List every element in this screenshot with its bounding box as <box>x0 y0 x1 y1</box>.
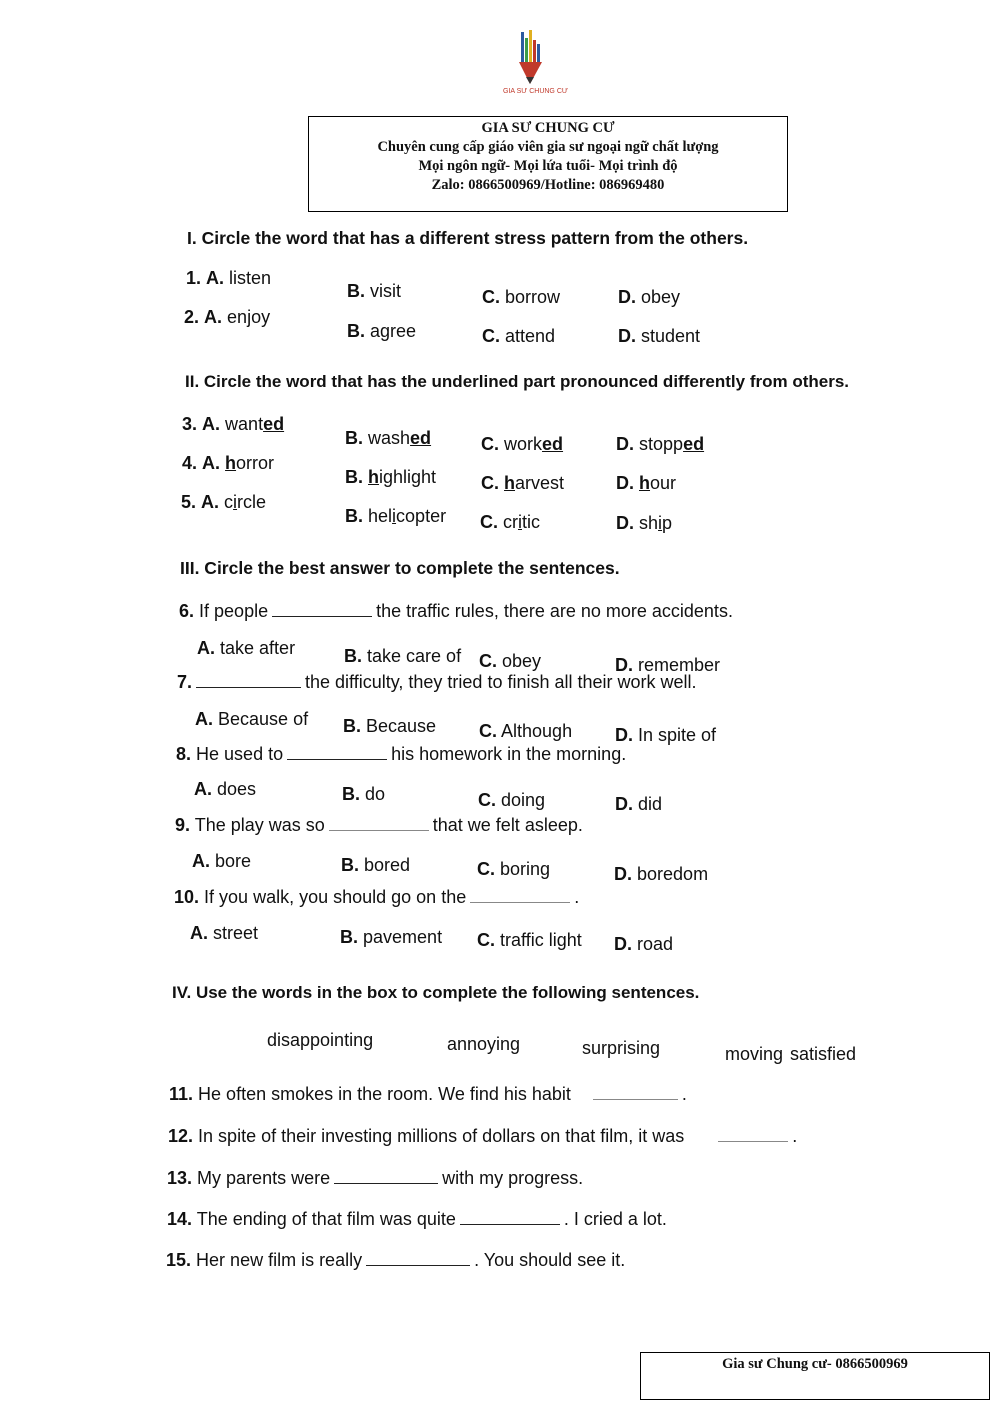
header-subtagline: Mọi ngôn ngữ- Mọi lứa tuổi- Mọi trình độ <box>418 158 678 174</box>
q6-option-b[interactable]: B. take care of <box>344 646 462 666</box>
q10-option-d[interactable]: D. road <box>614 934 674 954</box>
q4-option-d[interactable]: D. hour <box>616 473 677 493</box>
word-box-item: moving <box>725 1044 784 1064</box>
q10-blank[interactable] <box>470 901 570 903</box>
q2-option-d[interactable]: D. student <box>618 326 701 346</box>
q9-blank[interactable] <box>329 829 429 831</box>
q3-option-c[interactable]: C. worked <box>481 434 564 454</box>
q2-option-b[interactable]: B. agree <box>347 321 417 341</box>
q6-stem: 6. If people the traffic rules, there are no more accidents. <box>179 601 733 621</box>
q5-option-a[interactable]: 5. A. circle <box>181 492 267 512</box>
word-box-item: surprising <box>582 1038 661 1058</box>
q6-option-c[interactable]: C. obey <box>479 651 542 671</box>
q7-option-a[interactable]: A. Because of <box>195 709 309 729</box>
q1-option-d[interactable]: D. obey <box>618 287 681 307</box>
q4-option-a[interactable]: 4. A. horror <box>182 453 275 473</box>
q4-option-c[interactable]: C. harvest <box>481 473 565 493</box>
q3-option-a[interactable]: 3. A. wanted <box>182 414 285 434</box>
section-1-title: I. Circle the word that has a different stress pattern from the others. <box>187 228 749 248</box>
header-tagline: Chuyên cung cấp giáo viên gia sư ngoại ngữ chất lượng <box>377 139 719 155</box>
q7-option-c[interactable]: C. Although <box>479 721 573 741</box>
q7-option-b[interactable]: B. Because <box>343 716 437 736</box>
q15-blank[interactable] <box>366 1264 470 1266</box>
q12-stem: 12. In spite of their investing millions of dollars on that film, it was . <box>168 1126 798 1146</box>
q8-option-a[interactable]: A. does <box>194 779 257 799</box>
q10-option-b[interactable]: B. pavement <box>340 927 443 947</box>
q2-option-a[interactable]: 2. A. enjoy <box>184 307 271 327</box>
q8-option-c[interactable]: C. doing <box>478 790 546 810</box>
q14-stem: 14. The ending of that film was quite . I cried a lot. <box>167 1209 667 1229</box>
q6-option-d[interactable]: D. remember <box>615 655 721 675</box>
q11-blank[interactable] <box>593 1098 678 1100</box>
q3-option-b[interactable]: B. washed <box>345 428 432 448</box>
q3-option-d[interactable]: D. stopped <box>616 434 705 454</box>
header-contact: Zalo: 0866500969/Hotline: 086969480 <box>431 177 665 193</box>
header-box <box>308 116 788 212</box>
q8-stem: 8. He used to his homework in the morning. <box>176 744 627 764</box>
q13-blank[interactable] <box>334 1182 438 1184</box>
q2-option-c[interactable]: C. attend <box>482 326 556 346</box>
q7-option-d[interactable]: D. In spite of <box>615 725 717 745</box>
word-box-item: disappointing <box>267 1030 374 1050</box>
q5-option-d[interactable]: D. ship <box>616 513 673 533</box>
q7-stem: 7. the difficulty, they tried to finish all their work well. <box>177 672 697 692</box>
q7-blank[interactable] <box>196 686 301 688</box>
q5-option-c[interactable]: C. critic <box>480 512 541 532</box>
q8-blank[interactable] <box>287 758 387 760</box>
q14-blank[interactable] <box>460 1223 560 1225</box>
section-3-title: III. Circle the best answer to complete the sentences. <box>180 558 620 578</box>
q9-option-b[interactable]: B. bored <box>341 855 411 875</box>
q10-option-a[interactable]: A. street <box>190 923 259 943</box>
q9-option-a[interactable]: A. bore <box>192 851 252 871</box>
q6-option-a[interactable]: A. take after <box>197 638 296 658</box>
q9-stem: 9. The play was so that we felt asleep. <box>175 815 583 835</box>
q9-option-c[interactable]: C. boring <box>477 859 551 879</box>
q1-option-b[interactable]: B. visit <box>347 281 402 301</box>
q11-stem: 11. He often smokes in the room. We find his habit . <box>169 1084 687 1104</box>
header-title: GIA SƯ CHUNG CƯ <box>481 120 615 136</box>
q12-blank[interactable] <box>718 1140 788 1142</box>
logo-text: GIA SƯ CHUNG CƯ <box>503 88 568 95</box>
q13-stem: 13. My parents were with my progress. <box>167 1168 584 1188</box>
q9-option-d[interactable]: D. boredom <box>614 864 709 884</box>
q5-option-b[interactable]: B. helicopter <box>345 506 447 526</box>
q8-option-d[interactable]: D. did <box>615 794 663 814</box>
q15-stem: 15. Her new film is really . You should see it. <box>166 1250 626 1270</box>
footer-text: Gia sư Chung cư- 0866500969 <box>722 1356 908 1372</box>
section-2-title: II. Circle the word that has the underlined part pronounced differently from others. <box>185 372 850 391</box>
q1-option-a[interactable]: 1. A. listen <box>186 268 272 288</box>
q4-option-b[interactable]: B. highlight <box>345 467 437 487</box>
q1-number: 1. <box>186 268 202 288</box>
q8-option-b[interactable]: B. do <box>342 784 386 804</box>
q10-stem: 10. If you walk, you should go on the . <box>174 887 580 907</box>
footer-box <box>640 1352 990 1400</box>
q2-number: 2. <box>184 307 200 327</box>
q10-option-c[interactable]: C. traffic light <box>477 930 582 950</box>
q1-option-c[interactable]: C. borrow <box>482 287 561 307</box>
word-box-item: annoying <box>447 1034 521 1054</box>
q6-blank[interactable] <box>272 615 372 617</box>
section-4-title: IV. Use the words in the box to complete the following sentences. <box>172 983 700 1002</box>
word-box-item: satisfied <box>790 1044 857 1064</box>
